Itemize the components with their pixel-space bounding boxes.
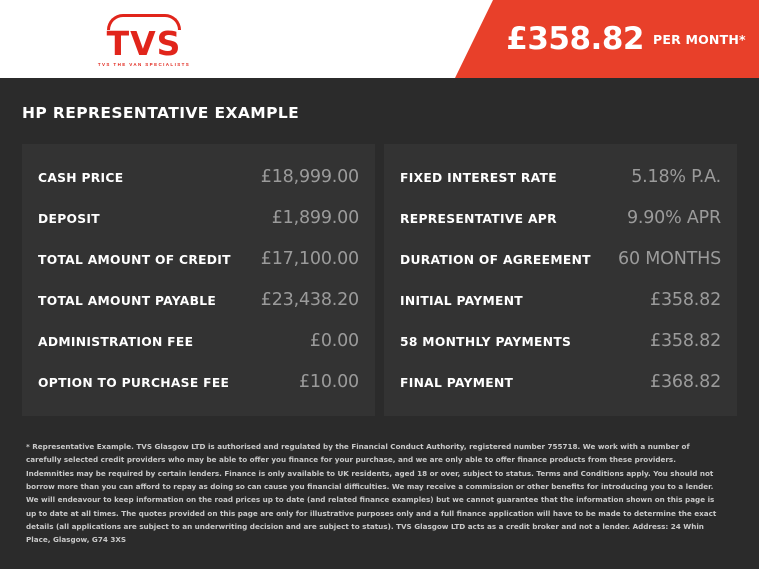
row-label: CASH PRICE <box>38 171 124 185</box>
finance-example-panel <box>0 78 759 569</box>
row-value: £1,899.00 <box>271 208 359 228</box>
table-row <box>400 158 721 199</box>
row-label: DURATION OF AGREEMENT <box>400 253 591 267</box>
row-value: £0.00 <box>309 331 359 351</box>
row-label: TOTAL AMOUNT PAYABLE <box>38 294 217 308</box>
row-label: ADMINISTRATION FEE <box>38 335 194 349</box>
table-row <box>38 281 359 322</box>
row-label: DEPOSIT <box>38 212 100 226</box>
row-label: 58 MONTHLY PAYMENTS <box>400 335 572 349</box>
row-value: 9.90% APR <box>626 208 721 228</box>
finance-table-right <box>384 144 737 416</box>
row-value: £17,100.00 <box>260 249 359 269</box>
table-row <box>38 240 359 281</box>
row-value: 5.18% P.A. <box>631 167 721 187</box>
row-value: £23,438.20 <box>260 290 359 310</box>
table-row <box>400 240 721 281</box>
finance-tables <box>22 144 737 416</box>
row-value: £18,999.00 <box>260 167 359 187</box>
page-header <box>0 0 759 78</box>
logo-subtext: TVS THE VAN SPECIALISTS <box>97 61 191 67</box>
price-amount: £358.82 <box>506 21 644 57</box>
table-row <box>400 322 721 363</box>
tvs-logo[interactable] <box>84 12 204 68</box>
monthly-price-banner <box>493 0 759 78</box>
legal-disclaimer: * Representative Example. TVS Glasgow LTD is authorised and regulated by the Financial Conduct Authority, registered number 755718. We work with a number of carefully selected credit providers who may be able to offer you finance for your purchase, and we are only able to offer finance products from these providers. Indemnities may be required by certain lenders. Finance is only available to UK residents, aged 18 or over, subject to status. Terms and Conditions apply. You should not borrow more than you can afford to repay as doing so can cause you financial difficulties. We may receive a commission or other benefits for introducing you to a lender. We will endeavour to keep information on the road prices up to date (and related finance examples) but we cannot guarantee that the information shown on this page is up to date at all times. The quotes provided on this page are only for illustrative purposes only and a full finance application will have to be made to determine the exact details (all applications are subject to an underwriting decision and are subject to status). TVS Glasgow LTD acts as a credit broker and not a lender. Address: 24 Whin Place, Glasgow, G74 3XS <box>26 442 717 545</box>
table-row <box>400 363 721 404</box>
price-period-label: PER MONTH* <box>652 31 746 47</box>
table-row <box>38 158 359 199</box>
row-value: £358.82 <box>650 290 721 310</box>
row-label: REPRESENTATIVE APR <box>400 212 557 226</box>
row-value: £358.82 <box>650 331 721 351</box>
table-row <box>38 199 359 240</box>
finance-table-left <box>22 144 375 416</box>
table-row <box>38 322 359 363</box>
table-row <box>400 199 721 240</box>
table-row <box>400 281 721 322</box>
row-label: FIXED INTEREST RATE <box>400 171 557 185</box>
page-title: HP REPRESENTATIVE EXAMPLE <box>22 104 300 122</box>
row-label: OPTION TO PURCHASE FEE <box>38 376 230 390</box>
row-value: £10.00 <box>298 372 359 392</box>
logo-text: TVS <box>106 23 182 63</box>
row-value: £368.82 <box>650 372 721 392</box>
row-label: TOTAL AMOUNT OF CREDIT <box>38 253 231 267</box>
row-label: FINAL PAYMENT <box>400 376 514 390</box>
row-label: INITIAL PAYMENT <box>400 294 523 308</box>
table-row <box>38 363 359 404</box>
row-value: 60 MONTHS <box>618 249 721 269</box>
